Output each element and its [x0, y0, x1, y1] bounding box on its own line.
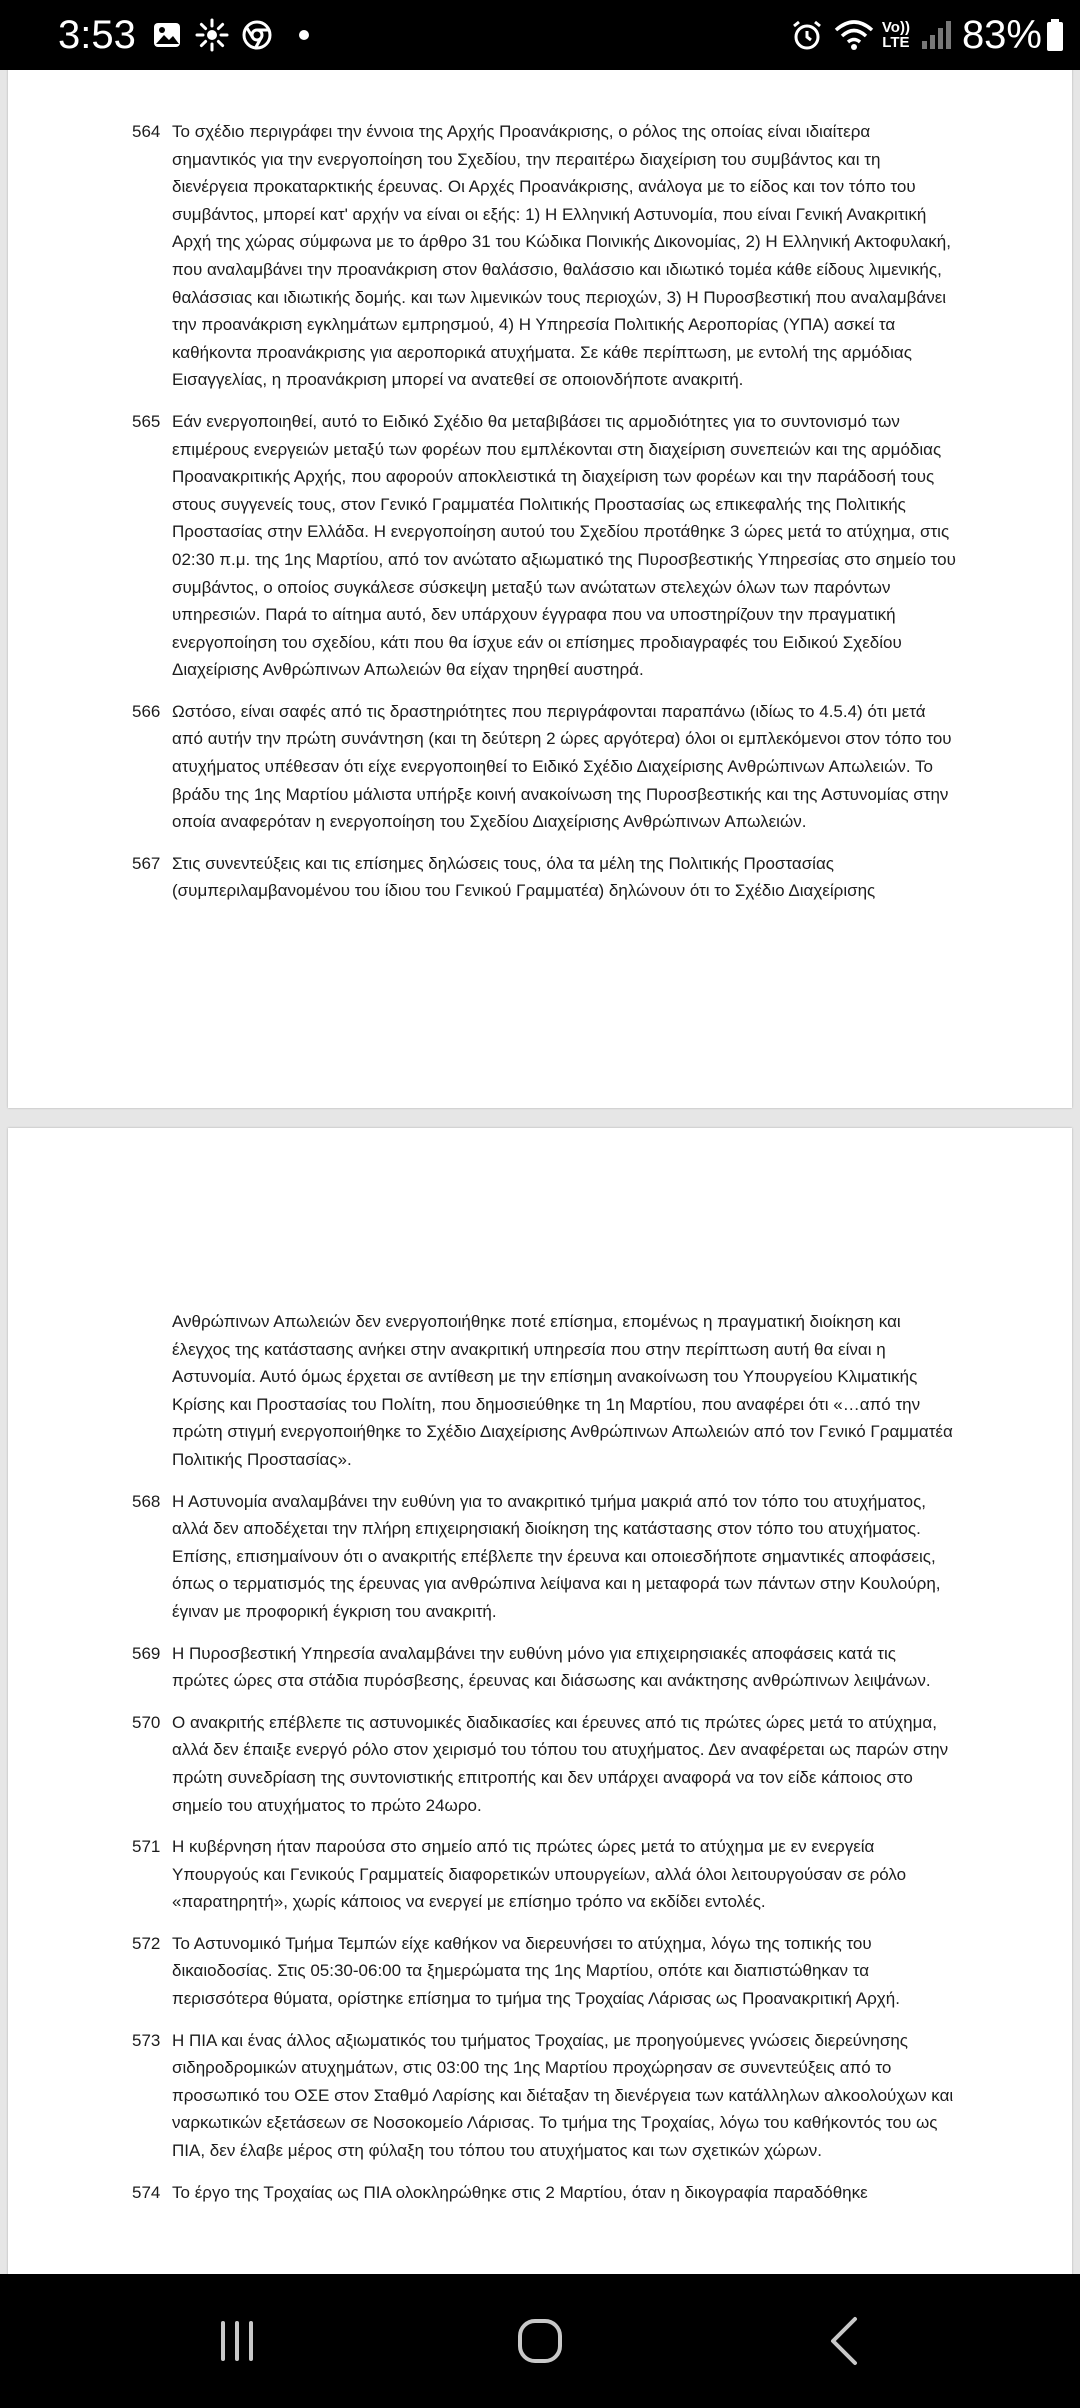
paragraph	[132, 1709, 956, 1819]
signal-icon	[920, 19, 952, 51]
paragraph-text: Το σχέδιο περιγράφει την έννοια της Αρχής Προανάκρισης, ο ρόλος της οποίας είναι ιδιαίτερα σημαντικός για την ενεργοποίηση του Σχεδίου, την περαιτέρω διαχείριση του συμβάντος και τη διενέργεια προκαταρκτικής έρευνας. Οι Αρχές Προανάκρισης, ανάλογα με το είδος και τον τόπο του συμβάντος, μπορεί κατ' αρχήν να είναι οι εξής: 1) Η Ελληνική Αστυνομία, που είναι Γενική Ανακριτική Αρχή της χώρας σύμφωνα με το άρθρο 31 του Κώδικα Ποινικής Δικονομίας, 2) Η Ελληνική Ακτοφυλακή, που αναλαμβάνει την προανάκριση στον θαλάσσιο, θαλάσσιο και ιδιωτικό τομέα κάθε είδους λιμενικής, θαλάσσιας και ιδιωτικής δομής. και των λιμενικών τους περιοχών, 3) Η Πυροσβεστική που αναλαμβάνει την προανάκριση εγκλημάτων εμπρησμού, 4) Η Υπηρεσία Πολιτικής Αεροπορίας (ΥΠΑ) ασκεί τα καθήκοντα προανάκρισης για αεροπορικά ατυχήματα. Σε κάθε περίπτωση, με εντολή της αρμόδιας Εισαγγελίας, η προανάκριση μπορεί να ανατεθεί σε οποιονδήποτε ανακριτή.	[172, 122, 951, 390]
recents-button[interactable]	[192, 2304, 282, 2378]
paragraph-text: Στις συνεντεύξεις και τις επίσημες δηλώσεις τους, όλα τα μέλη της Πολιτικής Προστασίας (συμπεριλαμβανομένου του ίδιου του Γενικού Γραμματέα) δηλώνουν ότι το Σχέδιο Διαχείρισης	[172, 853, 876, 901]
paragraph-text: Εάν ενεργοποιηθεί, αυτό το Ειδικό Σχέδιο θα μεταβιβάσει τις αρμοδιότητες για το συντονισμό των επιμέρους ενεργειών μεταξύ των φορέων που εμπλέκονται στη διαχείριση συνεπειών και της αρμόδιας Προανακριτικής Αρχής, που αφορούν αποκλειστικά τη διαχείριση των φορέων και την παράδοσή τους στους συγγενείς τους, στον Γενικό Γραμματέα Πολιτικής Προστασίας ως επικεφαλής της Πολιτικής Προστασίας στην Ελλάδα. Η ενεργοποίηση αυτού του Σχεδίου προτάθηκε 3 ώρες μετά το ατύχημα, στις 02:30 π.μ. της 1ης Μαρτίου, από τον ανώτατο αξιωματικό της Πυροσβεστικής Υπηρεσίας στο σημείο του συμβάντος, ο οποίος συγκάλεσε σύσκεψη μεταξύ των ανώτατων στελεχών όλων των παρόντων υπηρεσιών. Παρά το αίτημα αυτό, δεν υπάρχουν έγγραφα που να υποστηρίζουν την πραγματική ενεργοποίηση του σχεδίου, κάτι που θα ίσχυε εάν οι επίσημες προδιαγραφές του Ειδικού Σχεδίου Διαχείρισης Ανθρώπινων Απωλειών θα είχαν τηρηθεί αυστηρά.	[172, 411, 956, 680]
paragraph	[132, 2027, 956, 2165]
wifi-icon	[834, 18, 874, 52]
status-time: 3:53	[58, 13, 136, 57]
home-button[interactable]	[495, 2304, 585, 2378]
paragraph-text: Η κυβέρνηση ήταν παρούσα στο σημείο από τις πρώτες ώρες μετά το ατύχημα με εν ενεργεία Υπουργούς και Γενικούς Γραμματείς διαφορετικών υπουργείων, αλλά όλοι λειτουργούσαν σε ρόλο «παρατηρητή», χωρίς κάποιος να ενεργεί με επίσημο τρόπο να εκδίδει εντολές.	[172, 1837, 907, 1912]
paragraph-text: Η Πυροσβεστική Υπηρεσία αναλαμβάνει την ευθύνη μόνο για επιχειρησιακές αποφάσεις κατά τις πρώτες ώρες στα στάδια πυρόσβεσης, έρευνας και διάσωσης και ανάκτησης ανθρώπινων λειψάνων.	[172, 1643, 931, 1691]
paragraph-number: 573	[132, 2030, 161, 2050]
notification-spinner-icon	[195, 18, 229, 52]
paragraph	[132, 1833, 956, 1916]
paragraph-text: Η ΠΙΑ και ένας άλλος αξιωματικός του τμήματος Τροχαίας, με προηγούμενες γνώσεις διερεύνησης σιδηροδρομικών ατυχημάτων, στις 03:00 της 1ης Μαρτίου προχώρησαν σε συνεντεύξεις από το προσωπικό του ΟΣΕ στον Σταθμό Λαρίσης και διέταξαν τη διενέργεια των κατάλληλων αλκοολούχων και ναρκωτικών εξετάσεων σε Νοσοκομείο Λάρισας. Το τμήμα της Τροχαίας, λόγω του καθήκοντός του ως ΠΙΑ, δεν έλαβε μέρος στη φύλαξη του τόπου του ατυχήματος και των σχετικών χώρων.	[172, 2030, 954, 2161]
status-bar	[0, 0, 1080, 70]
paragraph	[132, 118, 956, 394]
alarm-icon	[790, 18, 824, 52]
page-text	[132, 1308, 956, 2220]
document-page	[8, 70, 1072, 1108]
paragraph-number: 570	[132, 1712, 161, 1732]
paragraph-text: Ο ανακριτής επέβλεπε τις αστυνομικές διαδικασίες και έρευνες από τις πρώτες ώρες μετά το ατύχημα, αλλά δεν έπαιξε ενεργό ρόλο στον χειρισμό του τόπου του ατυχήματος. Δεν αναφέρεται ως παρών στην πρώτη συνεδρίαση της συντονιστικής επιτροπής και δεν υπάρχει αναφορά να τον είδε κάποιος στο σημείο του ατυχήματος το πρώτο 24ωρο.	[172, 1712, 949, 1815]
recents-icon	[215, 2319, 259, 2363]
battery-percent: 83%	[961, 13, 1042, 57]
paragraph	[132, 1488, 956, 1626]
system-icons	[780, 12, 1064, 58]
paragraph-number: 565	[132, 411, 161, 431]
paragraph-continuation: Ανθρώπινων Απωλειών δεν ενεργοποιήθηκε ποτέ επίσημα, επομένως η πραγματική διοίκηση και έλεγχος της κατάστασης ανήκει στην ανακριτική υπηρεσία που στην περίπτωση αυτή θα είναι η Αστυνομία. Αυτό όμως έρχεται σε αντίθεση με την επίσημη ανακοίνωση του Υπουργείου Κλιματικής Κρίσης και Προστασίας του Πολίτη, που δημοσιεύθηκε τη 1η Μαρτίου, που αναφέρει ότι «…από την πρώτη στιγμή ενεργοποιήθηκε το Σχέδιο Διαχείρισης Ανθρώπινων Απωλειών από τον Γενικό Γραμματέα Πολιτικής Προστασίας».	[172, 1312, 953, 1469]
lte-label: LTE	[882, 34, 910, 51]
chrome-icon	[242, 20, 272, 50]
page-text	[132, 118, 956, 919]
paragraph-number: 572	[132, 1933, 161, 1953]
paragraph-text: Το Αστυνομικό Τμήμα Τεμπών είχε καθήκον να διερευνήσει το ατύχημα, λόγω της τοπικής του δικαιοδοσίας. Στις 05:30-06:00 τα ξημερώματα της 1ης Μαρτίου, οπότε και διαπιστώθηκαν τα περισσότερα θύματα, ορίστηκε επίσημα το τμήμα της Τροχαίας Λάρισας ως Προανακριτική Αρχή.	[172, 1933, 900, 2009]
back-button[interactable]	[798, 2304, 888, 2378]
navigation-bar	[0, 2274, 1080, 2408]
dot-icon	[297, 28, 311, 42]
paragraph-number: 564	[132, 122, 161, 141]
back-icon	[823, 2315, 863, 2367]
paragraph-text: Ωστόσο, είναι σαφές από τις δραστηριότητες που περιγράφονται παραπάνω (ιδίως το 4.5.4) ότι μετά από αυτήν την πρώτη συνάντηση (και τη δεύτερη 2 ώρες αργότερα) όλοι οι εμπλεκόμενοι στον τόπο του ατυχήματος υπέθεσαν ότι είχε ενεργοποιηθεί το Ειδικό Σχέδιο Διαχείρισης Ανθρώπινων Απωλειών. Το βράδυ της 1ης Μαρτίου μάλιστα υπήρξε κοινή ανακοίνωση της Πυροσβεστικής και της Αστυνομίας στην οποία αναφερόταν η ενεργοποίηση του Σχεδίου Διαχείρισης Ανθρώπινων Απωλειών.	[172, 701, 952, 832]
paragraph-number: 566	[132, 701, 161, 721]
document-viewer[interactable]	[0, 70, 1080, 2274]
paragraph-number: 574	[132, 2182, 161, 2202]
notification-icons	[152, 17, 324, 53]
paragraph-text: Το έργο της Τροχαίας ως ΠΙΑ ολοκληρώθηκε στις 2 Μαρτίου, όταν η δικογραφία παραδόθηκε	[172, 2182, 868, 2202]
paragraph	[132, 1930, 956, 2013]
paragraph	[132, 698, 956, 836]
volte-icon	[882, 20, 910, 50]
paragraph-text: Η Αστυνομία αναλαμβάνει την ευθύνη για το ανακριτικό τμήμα μακριά από τον τόπο του ατυχήματος, αλλά δεν αποδέχεται την πλήρη επιχειρησιακή διοίκηση της κατάστασης στον τόπο του ατυχήματος. Επίσης, επισημαίνουν ότι ο ανακριτής επέβλεπε την έρευνα και οποιεσδήποτε σημαντικές αποφάσεις, όπως ο τερματισμός της έρευνας για ανθρώπινα λείψανα και η μεταφορά των πάντων στην Κουλούρη, έγιναν με προφορική έγκριση του ανακριτή.	[172, 1491, 941, 1621]
paragraph-number: 568	[132, 1491, 161, 1511]
gallery-icon	[152, 20, 182, 50]
paragraph-number: 569	[132, 1643, 161, 1663]
document-page	[8, 1128, 1072, 2274]
paragraph	[132, 408, 956, 684]
paragraph-number: 567	[132, 853, 161, 873]
paragraph	[132, 2179, 956, 2207]
home-icon	[516, 2317, 564, 2365]
volte-label: Vo))	[881, 19, 910, 36]
paragraph-number: 571	[132, 1837, 161, 1857]
paragraph	[132, 850, 956, 905]
battery-icon	[1046, 18, 1064, 52]
paragraph	[132, 1640, 956, 1695]
